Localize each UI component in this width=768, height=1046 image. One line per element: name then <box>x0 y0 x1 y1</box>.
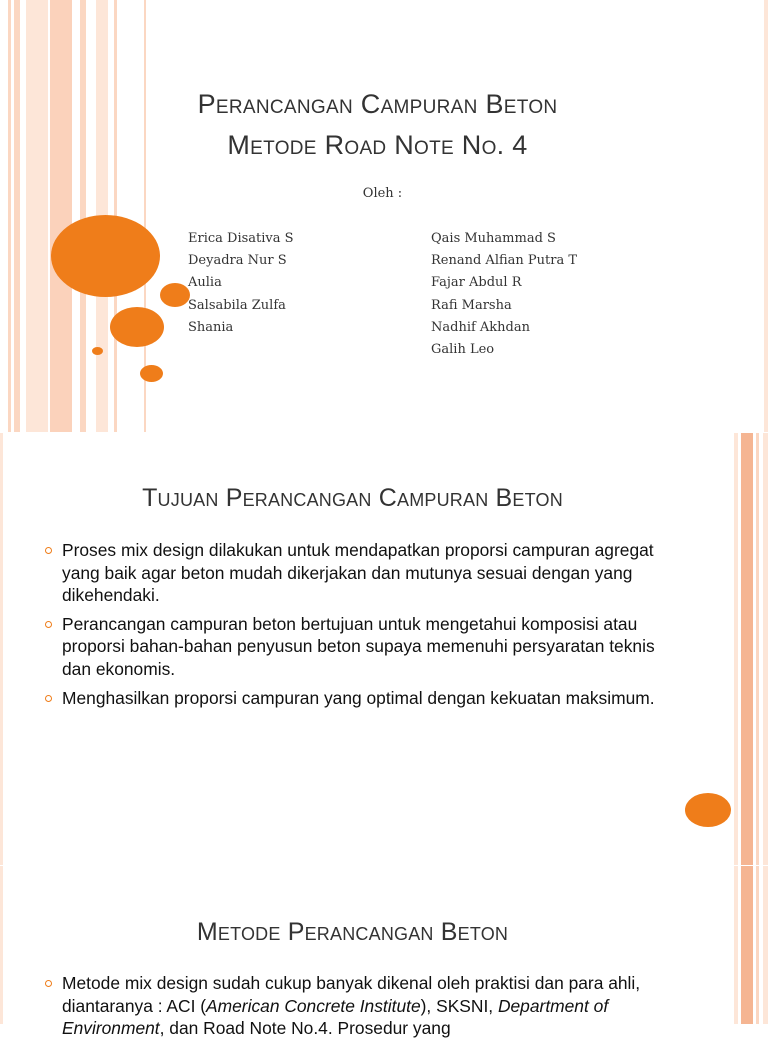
author-name: Fajar Abdul R <box>431 275 522 291</box>
list-item <box>62 613 672 681</box>
stripe-decoration <box>26 0 48 432</box>
author-label: Oleh : <box>362 186 403 201</box>
orange-circle-large <box>51 215 160 297</box>
list-item <box>62 972 672 1040</box>
title-line-2: Metode Road Note No. 4 <box>227 130 528 160</box>
bullet-text-italic: American Concrete Institute <box>206 995 421 1016</box>
stripe-decoration <box>734 433 738 865</box>
list-item <box>62 687 672 710</box>
stripe-decoration <box>756 866 759 1024</box>
title-line-1: Perancangan Campuran Beton <box>197 89 558 119</box>
orange-circle-small <box>92 347 103 355</box>
orange-circle <box>160 283 190 307</box>
orange-circle <box>110 307 164 347</box>
orange-circle <box>140 365 163 382</box>
title-slide <box>0 0 768 432</box>
bullet-text: Proses mix design dilakukan untuk mendapatkan proporsi campuran agregat yang baik agar beton mudah dikerjakan dan mutunya sesuai dengan yang dikehendaki. <box>62 540 654 606</box>
bullet-text-italic: Department of Environment <box>62 995 609 1039</box>
author-name: Galih Leo <box>431 342 495 358</box>
author-name: Rafi Marsha <box>431 297 512 313</box>
bullet-text: Menghasilkan proporsi campuran yang optimal dengan kekuatan maksimum. <box>62 687 655 708</box>
objectives-list <box>62 539 672 715</box>
method-list <box>62 972 672 1046</box>
bullet-text: , dan Road Note No.4. Prosedur yang <box>159 1018 451 1039</box>
author-list-right <box>431 228 577 361</box>
bullet-circle-icon <box>45 695 52 702</box>
bullet-text: Perancangan campuran beton bertujuan untuk mengetahui komposisi atau proporsi bahan-bahan penyusun beton supaya memenuhi persyaratan teknis dan ekonomis. <box>62 613 655 679</box>
slide-title <box>100 84 655 166</box>
bullet-circle-icon <box>45 621 52 628</box>
stripe-decoration <box>734 866 738 1024</box>
slide-title: Metode Perancangan Beton <box>196 918 509 946</box>
stripe-decoration <box>0 866 3 1024</box>
stripe-decoration <box>763 866 768 1024</box>
bullet-text: ), SKSNI, <box>420 995 498 1016</box>
stripe-decoration <box>741 433 753 865</box>
author-list-left <box>188 228 294 339</box>
bullet-circle-icon <box>45 980 52 987</box>
list-item <box>62 539 672 607</box>
stripe-decoration <box>8 0 11 432</box>
orange-circle <box>685 793 731 827</box>
author-name: Nadhif Akhdan <box>431 319 531 335</box>
stripe-decoration <box>763 433 768 865</box>
author-name: Renand Alfian Putra T <box>431 253 578 269</box>
stripe-decoration <box>80 0 86 432</box>
stripe-decoration <box>0 433 3 865</box>
stripe-decoration <box>764 0 768 432</box>
author-name: Aulia <box>188 275 222 291</box>
stripe-decoration <box>741 866 753 1024</box>
slide-title: Tujuan Perancangan Campuran Beton <box>142 484 563 512</box>
bullet-circle-icon <box>45 547 52 554</box>
author-name: Salsabila Zulfa <box>188 297 286 313</box>
stripe-decoration <box>756 433 759 865</box>
author-name: Qais Muhammad S <box>431 231 556 246</box>
bullet-text: Metode mix design sudah cukup banyak dikenal oleh praktisi dan para ahli, diantaranya : ACI ( <box>62 973 641 1016</box>
stripe-decoration <box>14 0 20 432</box>
stripe-decoration <box>50 0 72 432</box>
author-name: Shania <box>188 319 234 335</box>
author-name: Erica Disativa S <box>188 231 294 246</box>
author-name: Deyadra Nur S <box>188 253 287 269</box>
